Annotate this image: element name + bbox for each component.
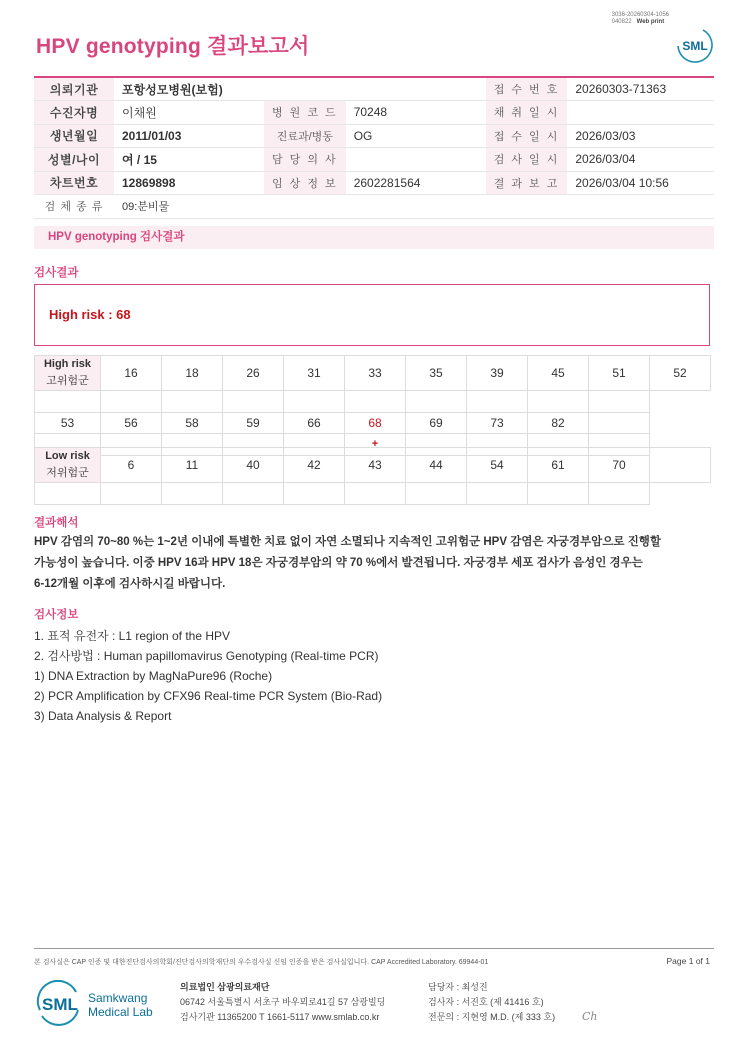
genotype-type-cell: 16 [101, 356, 162, 391]
result-section-title: 검사결과 [34, 267, 79, 279]
info-label: 접 수 일 시 [486, 124, 568, 148]
genotype-type-cell: 68 [345, 412, 406, 434]
genotype-result-cell [528, 391, 589, 413]
genotype-result-cell [345, 391, 406, 413]
sml-logo-icon [676, 26, 714, 64]
genotype-result-cell [467, 391, 528, 413]
genotype-type-cell: 43 [345, 448, 406, 483]
test-info-line: 2. 검사방법 : Human papillomavirus Genotyping (Real-time PCR) [34, 649, 379, 663]
footer-logo-main: SML [42, 995, 78, 1014]
genotype-result-cell [162, 391, 223, 413]
document-code [612, 12, 669, 26]
genotype-result-cell [589, 391, 650, 413]
genotype-type-cell: 11 [162, 448, 223, 483]
footer-logo-sub2: Medical Lab [88, 1005, 153, 1019]
genotype-type-cell [650, 448, 711, 483]
genotype-result-cell [467, 483, 528, 505]
genotype-type-cell: 42 [284, 448, 345, 483]
genotype-result-cell [162, 483, 223, 505]
genotype-type-cell: 59 [223, 412, 284, 434]
info-label: 임 상 정 보 [264, 171, 346, 195]
genotype-type-cell: 45 [528, 356, 589, 391]
page-number: Page 1 of 1 [666, 956, 710, 966]
low-risk-label-en: Low risk [45, 450, 90, 462]
genotype-result-cell [35, 483, 101, 505]
signature-mark: Ch [582, 1010, 598, 1023]
info-label: 검 사 일 시 [486, 148, 568, 172]
genotype-type-cell: 31 [284, 356, 345, 391]
doc-code-line1: 3036-20260304-1056 [611, 12, 669, 18]
staff-info [428, 980, 555, 1025]
genotype-result-cell [589, 483, 650, 505]
genotype-type-cell: 82 [528, 412, 589, 434]
genotype-type-cell: 33 [345, 356, 406, 391]
foundation-info [180, 980, 385, 1025]
info-value: 20260303-71363 [567, 77, 714, 101]
result-summary: High risk : 68 [49, 307, 131, 322]
info-label: 진료과/병동 [264, 124, 346, 148]
foundation-name: 의료법인 삼광의료재단 [180, 982, 270, 992]
interpretation-section-title: 결과해석 [34, 517, 79, 529]
genotype-result-cell [284, 483, 345, 505]
genotype-type-cell: 66 [284, 412, 345, 434]
interpretation-line: HPV 감염의 70~80 %는 1~2년 이내에 특별한 치료 없이 자연 소멸되나 지속적인 고위험군 HPV 감염은 자궁경부암으로 진행할 [34, 536, 662, 548]
info-value: 2602281564 [346, 171, 486, 195]
genotype-type-cell: 53 [35, 412, 101, 434]
genotype-type-cell: 70 [589, 448, 650, 483]
info-label: 성별/나이 [34, 148, 114, 172]
info-value: 2026/03/04 10:56 [567, 171, 714, 195]
footer-logo-sub1: Samkwang [88, 991, 148, 1005]
test-info-section-title: 검사정보 [34, 609, 79, 621]
info-value: 12869898 [114, 171, 264, 195]
result-summary-box [34, 284, 710, 346]
genotype-result-cell: + [345, 434, 406, 456]
info-label: 담 당 의 사 [264, 148, 346, 172]
genotype-type-cell: 18 [162, 356, 223, 391]
info-label: 생년월일 [34, 124, 114, 148]
doc-code-line2: 040822 [611, 19, 632, 25]
samkwang-logo-icon [36, 980, 156, 1028]
info-label: 접 수 번 호 [486, 77, 568, 101]
staff-line: 전문의 : 지현영 M.D. (제 333 호) [428, 1012, 556, 1022]
info-value [567, 101, 714, 125]
low-risk-genotype-table [34, 447, 711, 505]
genotype-type-cell: 69 [406, 412, 467, 434]
high-risk-label-en: High risk [43, 358, 92, 370]
staff-line: 검사자 : 서진호 (제 41416 호) [428, 997, 544, 1007]
genotype-type-cell: 73 [467, 412, 528, 434]
genotype-type-cell: 52 [650, 356, 711, 391]
staff-line: 담당자 : 최성진 [428, 982, 488, 992]
genotype-row [35, 412, 711, 434]
genotype-result-cell [528, 483, 589, 505]
info-value: 이채원 [114, 101, 264, 125]
genotype-type-cell: 39 [467, 356, 528, 391]
info-label: 병 원 코 드 [264, 101, 346, 125]
interpretation-line: 가능성이 높습니다. 이중 HPV 16과 HPV 18은 자궁경부암의 약 70 %에서 발견됩니다. 자궁경부 세포 검사가 음성인 경우는 [34, 557, 643, 569]
info-label: 결 과 보 고 [486, 171, 568, 195]
genotype-result-cell [406, 391, 467, 413]
genotype-type-cell: 35 [406, 356, 467, 391]
genotype-type-cell: 6 [101, 448, 162, 483]
info-label: 수진자명 [34, 101, 114, 125]
high-risk-label [35, 356, 101, 391]
test-info-line: 2) PCR Amplification by CFX96 Real-time PCR System (Bio-Rad) [34, 689, 383, 703]
genotype-result-cell [101, 483, 162, 505]
info-value: 2011/01/03 [114, 124, 264, 148]
genotype-type-cell: 51 [589, 356, 650, 391]
genotype-type-cell: 56 [101, 412, 162, 434]
info-value: 09:분비물 [114, 195, 714, 219]
genotype-type-cell: 54 [467, 448, 528, 483]
genotype-result-cell [101, 391, 162, 413]
foundation-address: 06742 서울특별시 서초구 바우뫼로41길 57 삼광빌딩 [180, 997, 386, 1007]
info-label: 채 취 일 시 [486, 101, 568, 125]
result-subheader: HPV genotyping 검사결과 [34, 226, 714, 249]
test-info-line: 1) DNA Extraction by MagNaPure96 (Roche) [34, 669, 273, 683]
info-row [34, 195, 714, 219]
info-value [346, 148, 486, 172]
info-label: 의뢰기관 [34, 77, 114, 101]
info-row [34, 101, 714, 125]
genotype-result-cell [223, 391, 284, 413]
info-value: 2026/03/04 [567, 148, 714, 172]
info-label: 검 체 종 류 [34, 195, 114, 219]
low-risk-label [35, 448, 101, 483]
genotype-result-cell [223, 483, 284, 505]
test-info-list [34, 626, 382, 726]
footer-divider [34, 948, 714, 949]
genotype-result-cell [406, 483, 467, 505]
info-row [34, 171, 714, 195]
genotype-result-cell [35, 391, 101, 413]
high-risk-genotype-table [34, 355, 711, 456]
info-value: 70248 [346, 101, 486, 125]
genotype-type-cell: 40 [223, 448, 284, 483]
info-label: 차트번호 [34, 171, 114, 195]
test-info-line: 3) Data Analysis & Report [34, 709, 172, 723]
test-info-line: 1. 표적 유전자 : L1 region of the HPV [34, 629, 231, 643]
high-risk-label-ko: 고위험군 [46, 375, 89, 387]
info-row [34, 124, 714, 148]
interpretation-line: 6-12개월 이후에 검사하시길 바랍니다. [34, 578, 226, 590]
genotype-type-cell: 44 [406, 448, 467, 483]
genotype-type-cell: 61 [528, 448, 589, 483]
genotype-type-cell: 58 [162, 412, 223, 434]
genotype-type-cell: 26 [223, 356, 284, 391]
foundation-contact: 검사기관 11365200 T 1661-5117 www.smlab.co.kr [180, 1012, 380, 1022]
info-value: OG [346, 124, 486, 148]
interpretation-text [34, 532, 714, 595]
genotype-mark-row [35, 391, 711, 413]
accreditation-note: 본 검사실은 CAP 인증 및 대한진단검사의학회/진단검사의학재단의 우수검사실 신임 인증을 받은 검사실입니다. CAP Accredited Laboratory. 69944-01 [34, 959, 489, 966]
web-print-label: Web print [636, 19, 665, 25]
genotype-type-cell [589, 412, 650, 434]
patient-info-table [34, 76, 714, 219]
genotype-result-cell [284, 391, 345, 413]
info-value: 여 / 15 [114, 148, 264, 172]
page-title: HPV genotyping 결과보고서 [36, 35, 310, 58]
low-risk-label-ko: 저위험군 [46, 467, 89, 479]
sml-logo-text: SML [682, 39, 708, 53]
info-row [34, 77, 714, 101]
info-value: 2026/03/03 [567, 124, 714, 148]
info-row [34, 148, 714, 172]
genotype-mark-row [35, 483, 711, 505]
genotype-result-cell [345, 483, 406, 505]
info-value: 포항성모병원(보험) [114, 77, 486, 101]
